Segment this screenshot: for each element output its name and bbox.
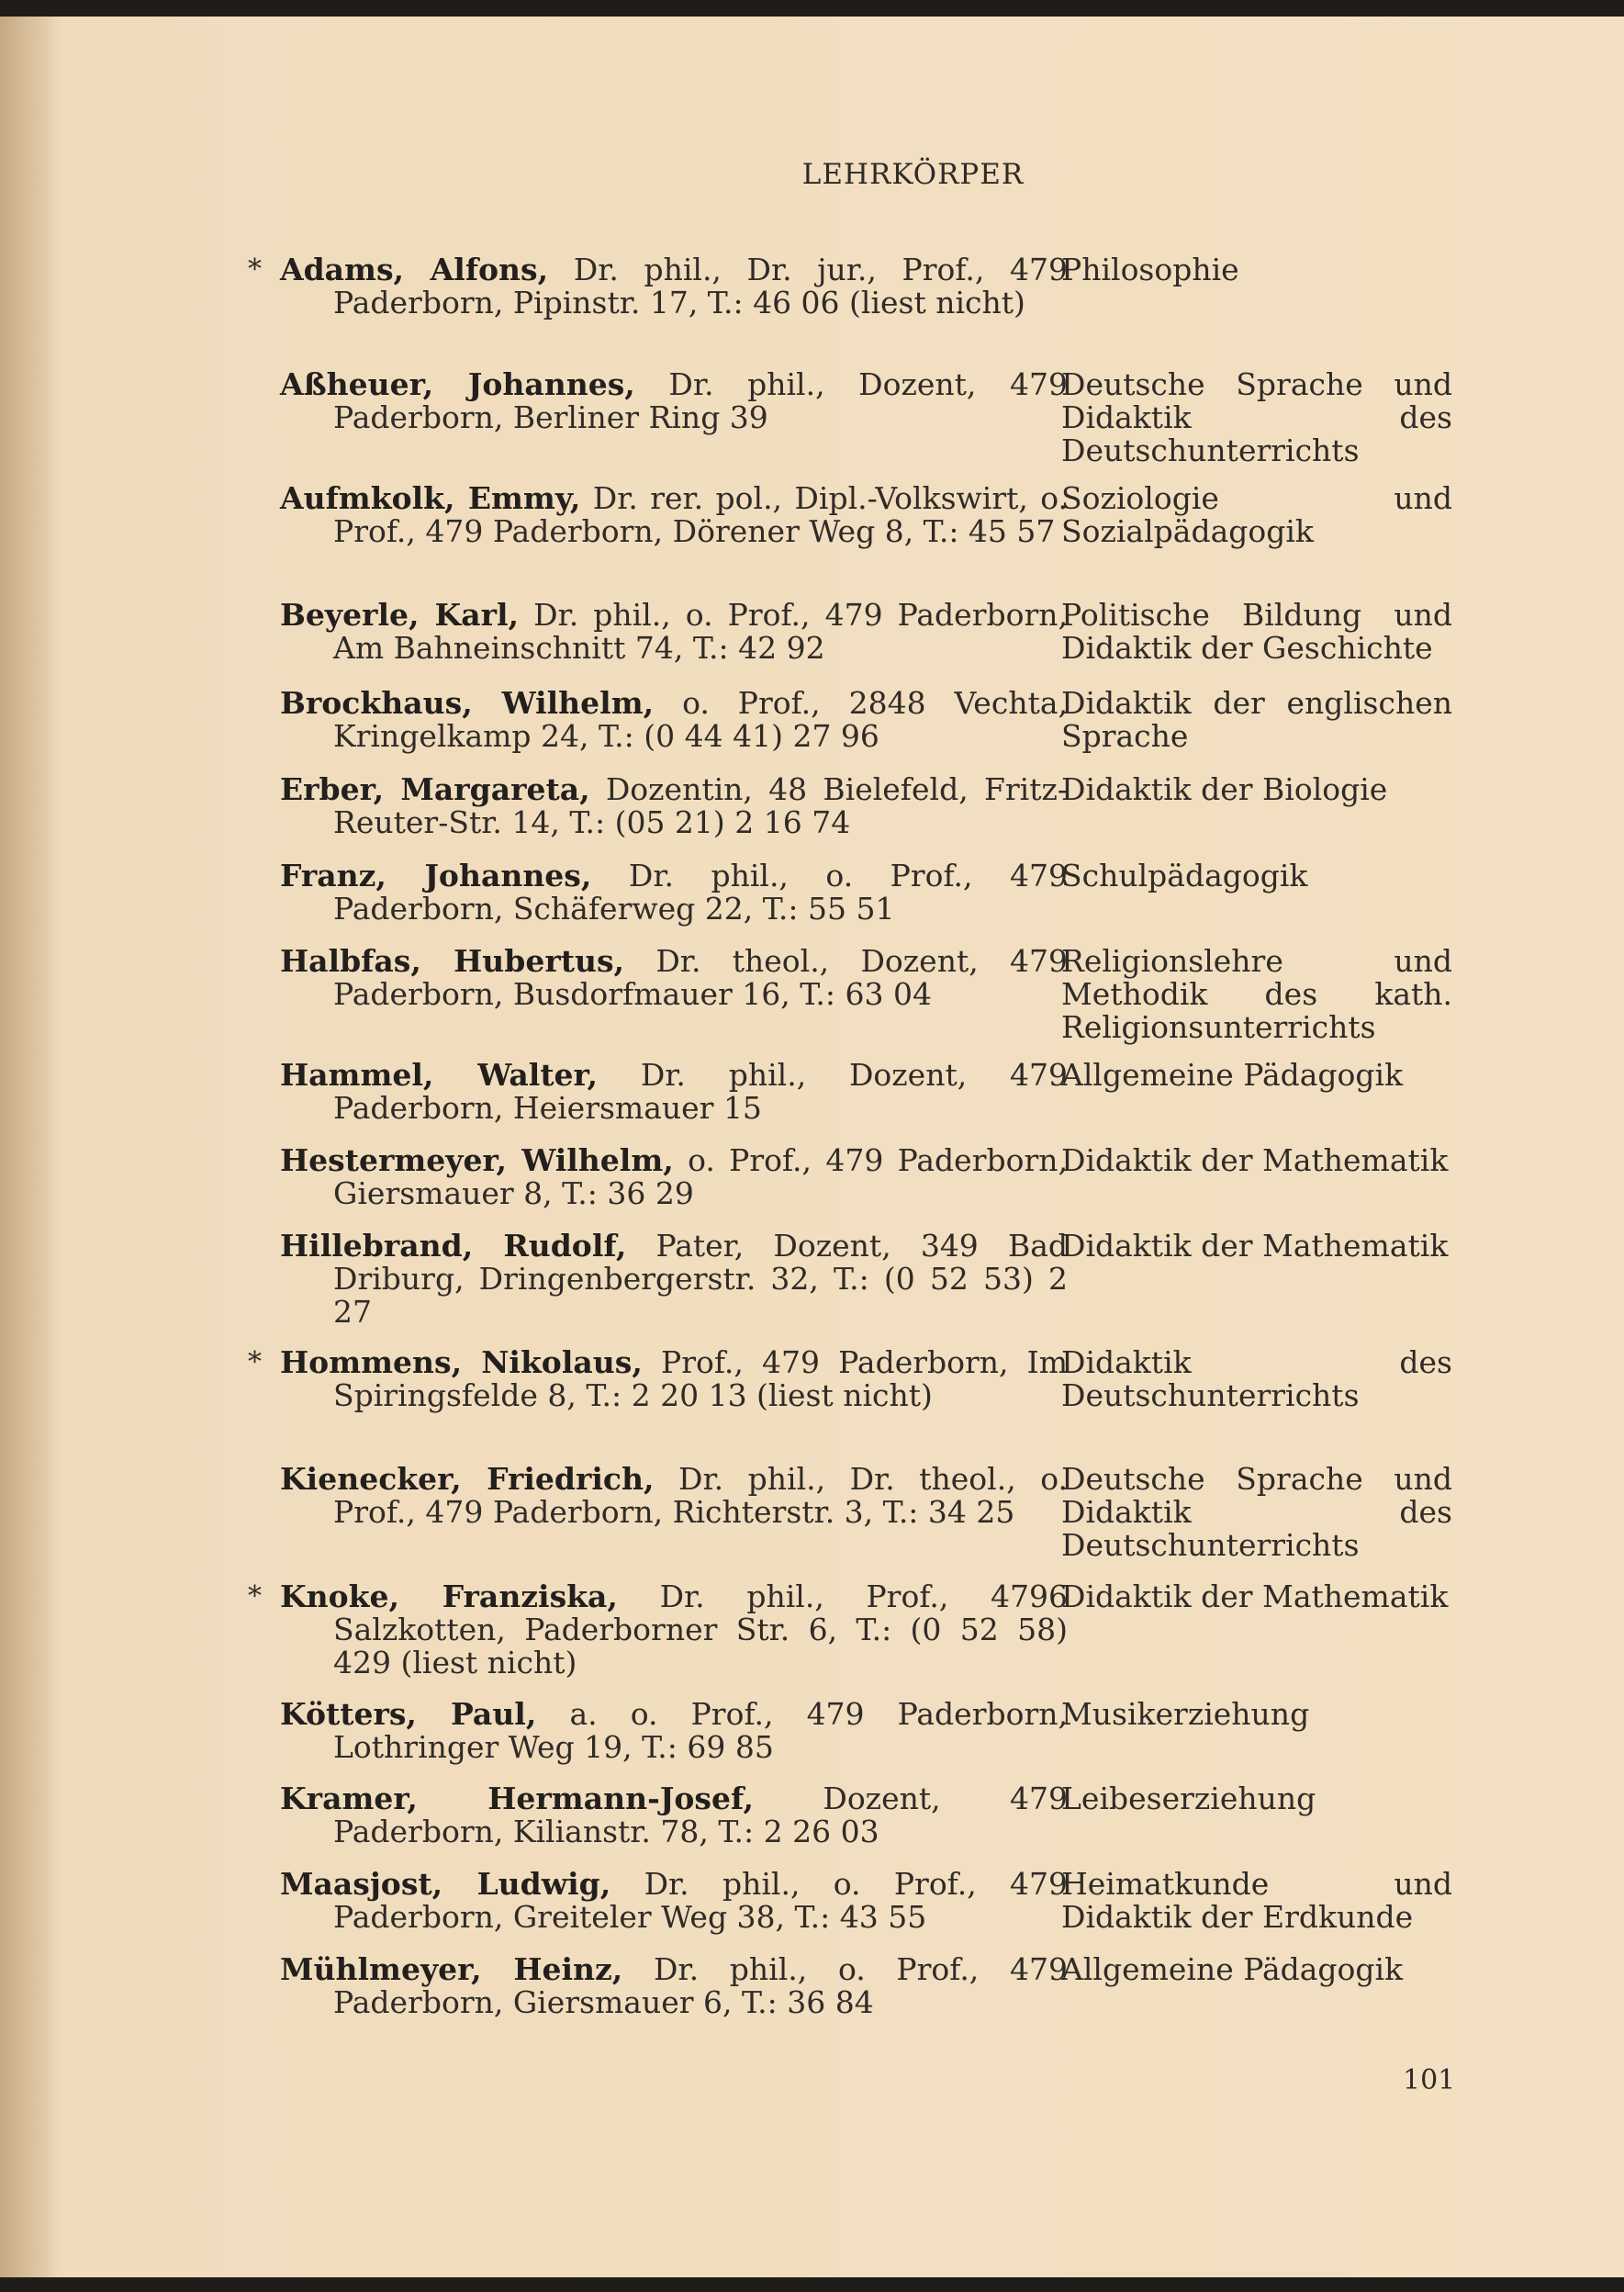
entry-subject: Politische Bildung und Didaktik der Geschichte — [1061, 597, 1452, 666]
entry-details: Pater, Dozent, 349 Bad Driburg, Dringenbergerstr. 32, T.: (0 52 53) 2 27 — [333, 1228, 1068, 1330]
entry-name: Adams, Alfons, — [280, 252, 549, 287]
entry-name: Hommens, Nikolaus, — [280, 1344, 643, 1380]
entry-subject: Didaktik der Mathematik — [1061, 1579, 1449, 1614]
entry-subject: Philosophie — [1061, 252, 1239, 287]
entry-name: Mühlmeyer, Heinz, — [280, 1951, 623, 1987]
entry-name: Maasjost, Ludwig, — [280, 1866, 611, 1902]
entry-marker: * — [248, 1346, 262, 1378]
entry-subject: Musikerziehung — [1061, 1696, 1310, 1732]
entry-subject: Schulpädagogik — [1061, 858, 1308, 893]
entry-details: a. o. Prof., 479 Paderborn, Lothringer Weg 19, T.: 69 85 — [333, 1696, 1068, 1765]
entry-person — [280, 482, 1068, 548]
entry-details: o. Prof., 479 Paderborn, Giersmauer 8, T.: 36 29 — [333, 1142, 1068, 1211]
entry-details: Dr. phil., Dr. theol., o. Prof., 479 Paderborn, Richterstr. 3, T.: 34 25 — [333, 1461, 1068, 1530]
page-heading — [0, 158, 1624, 191]
entry-subject: Didaktik des Deutschunterrichts — [1061, 1344, 1452, 1413]
entry-person — [280, 860, 1068, 926]
entry-person — [280, 1580, 1068, 1680]
entry-details: Dr. phil., Prof., 4796 Salzkotten, Paderborner Str. 6, T.: (0 52 58) 429 (liest nicht) — [333, 1579, 1068, 1680]
entry-person — [280, 1346, 1068, 1412]
entry-name: Aufmkolk, Emmy, — [280, 480, 581, 516]
entry-marker: * — [248, 1580, 262, 1612]
page-number: 101 — [1403, 2064, 1456, 2096]
entry-person — [280, 599, 1068, 665]
entry-details: o. Prof., 2848 Vechta, Kringelkamp 24, T.: (0 44 41) 27 96 — [333, 685, 1068, 754]
entry-subject: Allgemeine Pädagogik — [1061, 1951, 1404, 1987]
entry-subject: Didaktik der Mathematik — [1061, 1142, 1449, 1178]
entry-person — [280, 1144, 1068, 1210]
entry-person — [280, 1698, 1068, 1764]
entry-person — [280, 1463, 1068, 1529]
entry-name: Franz, Johannes, — [280, 858, 592, 893]
entry-name: Hillebrand, Rudolf, — [280, 1228, 627, 1264]
entry-name: Aßheuer, Johannes, — [280, 366, 635, 402]
entry-person — [280, 1230, 1068, 1329]
entry-person — [280, 368, 1068, 434]
entry-subject: Deutsche Sprache und Didaktik des Deutschunterrichts — [1061, 1461, 1452, 1563]
page-title: LEHRKÖRPER — [801, 158, 1025, 191]
entry-name: Hammel, Walter, — [280, 1057, 599, 1093]
entry-subject: Didaktik der Biologie — [1061, 771, 1388, 807]
entry-person — [280, 773, 1068, 839]
entry-name: Halbfas, Hubertus, — [280, 943, 625, 979]
entry-details: Dr. phil., o. Prof., 479 Paderborn, Giersmauer 6, T.: 36 84 — [333, 1951, 1068, 2020]
entry-person — [280, 1868, 1068, 1934]
entry-subject: Religionslehre und Methodik des kath. Religionsunterrichts — [1061, 943, 1452, 1045]
entry-person — [280, 687, 1068, 753]
entry-name: Brockhaus, Wilhelm, — [280, 685, 655, 721]
entry-details: Dozentin, 48 Bielefeld, Fritz-Reuter-Str. 14, T.: (05 21) 2 16 74 — [333, 771, 1068, 840]
entry-person — [280, 1782, 1068, 1848]
entry-subject: Didaktik der englischen Sprache — [1061, 685, 1452, 754]
entry-details: Dozent, 479 Paderborn, Kilianstr. 78, T.: 2 26 03 — [333, 1781, 1068, 1849]
entry-details: Prof., 479 Paderborn, Im Spiringsfelde 8, T.: 2 20 13 (liest nicht) — [333, 1344, 1069, 1413]
entry-details: Dr. phil., Dr. jur., Prof., 479 Paderborn, Pipinstr. 17, T.: 46 06 (liest nicht) — [333, 252, 1069, 320]
entry-person — [280, 1059, 1068, 1125]
entry-person — [280, 1953, 1068, 2019]
entry-subject: Allgemeine Pädagogik — [1061, 1057, 1404, 1093]
entry-details: Dr. phil., Dozent, 479 Paderborn, Heiersmauer 15 — [333, 1057, 1068, 1126]
entry-subject: Deutsche Sprache und Didaktik des Deutschunterrichts — [1061, 366, 1452, 468]
entry-name: Kötters, Paul, — [280, 1696, 537, 1732]
entry-details: Dr. rer. pol., Dipl.-Volkswirt, o. Prof., 479 Paderborn, Dörener Weg 8, T.: 45 57 — [333, 480, 1068, 549]
entry-details: Dr. phil., o. Prof., 479 Paderborn, Schäferweg 22, T.: 55 51 — [333, 858, 1069, 927]
entry-name: Knoke, Franziska, — [280, 1579, 618, 1614]
entry-person — [280, 253, 1068, 320]
entry-subject: Heimatkunde und Didaktik der Erdkunde — [1061, 1866, 1452, 1935]
entry-details: Dr. phil., o. Prof., 479 Paderborn, Greiteler Weg 38, T.: 43 55 — [333, 1866, 1069, 1935]
entry-person — [280, 945, 1068, 1011]
page-spine-shadow — [0, 17, 57, 2277]
entry-details: Dr. theol., Dozent, 479 Paderborn, Busdorfmauer 16, T.: 63 04 — [333, 943, 1068, 1012]
entry-marker: * — [248, 253, 262, 286]
entry-details: Dr. phil., Dozent, 479 Paderborn, Berliner Ring 39 — [333, 366, 1068, 435]
entry-name: Beyerle, Karl, — [280, 597, 520, 633]
entry-subject: Didaktik der Mathematik — [1061, 1228, 1449, 1264]
entry-subject: Soziologie und Sozialpädagogik — [1061, 480, 1452, 549]
entry-name: Erber, Margareta, — [280, 771, 590, 807]
entry-details: Dr. phil., o. Prof., 479 Paderborn, Am Bahneinschnitt 74, T.: 42 92 — [333, 597, 1068, 666]
entry-name: Kramer, Hermann-Josef, — [280, 1781, 754, 1816]
entry-name: Hestermeyer, Wilhelm, — [280, 1142, 674, 1178]
entry-name: Kienecker, Friedrich, — [280, 1461, 655, 1497]
entry-subject: Leibeserziehung — [1061, 1781, 1316, 1816]
